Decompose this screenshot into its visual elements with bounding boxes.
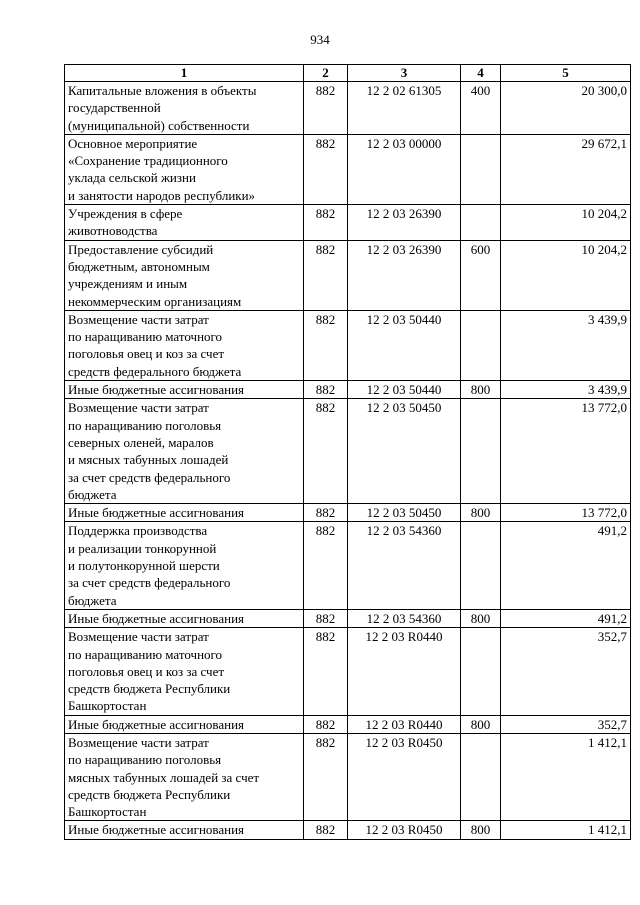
row-csr: 12 2 03 26390 [348, 205, 461, 241]
row-name-line: Учреждения в сфере [68, 206, 183, 222]
row-name-line: по наращиванию маточного [68, 646, 223, 662]
row-sum: 13 772,0 [501, 504, 631, 522]
row-name-line: Капитальные вложения в объекты [68, 83, 257, 98]
row-name-line: и мясных табунных лошадей [68, 452, 229, 468]
row-name [65, 715, 304, 733]
row-name [65, 609, 304, 627]
row-vr [461, 399, 501, 504]
row-grbs: 882 [304, 240, 348, 310]
row-name-line: бюджетным, автономным [68, 258, 210, 274]
row-name-line: бюджета [68, 486, 117, 502]
row-vr [461, 310, 501, 380]
row-name-line: Предоставление субсидий [68, 241, 214, 257]
row-csr: 12 2 03 R0440 [348, 715, 461, 733]
row-csr: 12 2 03 50450 [348, 399, 461, 504]
row-sum: 29 672,1 [501, 134, 631, 204]
row-grbs: 882 [304, 82, 348, 135]
row-sum: 352,7 [501, 628, 631, 715]
row-name-line: мясных табунных лошадей за счет [68, 769, 260, 785]
row-vr [461, 628, 501, 715]
row-name-line: животноводства [68, 223, 158, 239]
row-name-line: Башкортостан [68, 804, 147, 820]
row-sum: 20 300,0 [501, 82, 631, 135]
row-csr: 12 2 03 R0440 [348, 628, 461, 715]
row-name-line: средств бюджета Республики [68, 681, 231, 697]
row-grbs: 882 [304, 381, 348, 399]
table-row [65, 134, 631, 204]
row-name-line: по наращиванию поголовья [68, 417, 222, 433]
row-name [65, 504, 304, 522]
row-grbs: 882 [304, 310, 348, 380]
table-row [65, 504, 631, 522]
row-name-line: некоммерческим организациям [68, 293, 242, 309]
row-csr: 12 2 03 R0450 [348, 821, 461, 839]
row-name [65, 205, 304, 241]
row-name-line: Возмещение части затрат [68, 629, 209, 645]
row-csr: 12 2 03 50440 [348, 381, 461, 399]
table-row [65, 205, 631, 241]
row-name-line: поголовья овец и коз за счет [68, 663, 225, 679]
row-name-line: Иные бюджетные ассигнования [68, 822, 245, 838]
row-csr: 12 2 02 61305 [348, 82, 461, 135]
table-row [65, 399, 631, 504]
row-name [65, 733, 304, 820]
header-col-grbs: 2 [304, 65, 348, 82]
table-row [65, 609, 631, 627]
row-grbs: 882 [304, 715, 348, 733]
header-col-sum: 5 [501, 65, 631, 82]
row-sum: 1 412,1 [501, 821, 631, 839]
table-row [65, 628, 631, 715]
row-sum: 10 204,2 [501, 240, 631, 310]
row-name-line: северных оленей, маралов [68, 434, 214, 450]
table-row [65, 821, 631, 839]
header-col-name: 1 [65, 65, 304, 82]
row-name-line: средств федерального бюджета [68, 363, 242, 379]
row-grbs: 882 [304, 205, 348, 241]
row-name-line: (муниципальной) собственности [68, 117, 250, 133]
row-vr: 800 [461, 504, 501, 522]
row-name [65, 310, 304, 380]
row-csr: 12 2 03 50450 [348, 504, 461, 522]
row-vr [461, 522, 501, 609]
table-row [65, 381, 631, 399]
row-name-line: Иные бюджетные ассигнования [68, 716, 245, 732]
row-vr [461, 134, 501, 204]
row-sum: 3 439,9 [501, 310, 631, 380]
row-name-line: «Сохранение традиционного [68, 153, 228, 169]
table-row [65, 522, 631, 609]
row-csr: 12 2 03 54360 [348, 522, 461, 609]
row-csr: 12 2 03 00000 [348, 134, 461, 204]
row-name-line: и занятости народов республики» [68, 187, 256, 203]
row-sum: 491,2 [501, 522, 631, 609]
row-vr: 600 [461, 240, 501, 310]
row-csr: 12 2 03 54360 [348, 609, 461, 627]
table-header-row [65, 65, 631, 82]
row-vr: 800 [461, 715, 501, 733]
row-name-line: государственной [68, 100, 161, 116]
row-name-line: по наращиванию маточного [68, 329, 223, 345]
row-name-line: уклада сельской жизни [68, 170, 196, 186]
row-grbs: 882 [304, 733, 348, 820]
row-name [65, 381, 304, 399]
row-sum: 13 772,0 [501, 399, 631, 504]
row-name-line: Иные бюджетные ассигнования [68, 382, 245, 398]
row-vr: 400 [461, 82, 501, 135]
row-name-line: за счет средств федерального [68, 575, 231, 591]
row-sum: 3 439,9 [501, 381, 631, 399]
header-col-csr: 3 [348, 65, 461, 82]
row-name-line: Иные бюджетные ассигнования [68, 610, 245, 626]
row-name-line: за счет средств федерального [68, 469, 231, 485]
row-sum: 10 204,2 [501, 205, 631, 241]
row-grbs: 882 [304, 134, 348, 204]
row-csr: 12 2 03 R0450 [348, 733, 461, 820]
row-grbs: 882 [304, 399, 348, 504]
row-name-line: Поддержка производства [68, 523, 208, 539]
page-number: 934 [310, 32, 330, 47]
row-name-line: Возмещение части затрат [68, 734, 209, 750]
row-vr: 800 [461, 609, 501, 627]
row-name-line: Возмещение части затрат [68, 311, 209, 327]
row-sum: 1 412,1 [501, 733, 631, 820]
row-name-line: средств бюджета Республики [68, 786, 231, 802]
row-vr: 800 [461, 381, 501, 399]
row-sum: 352,7 [501, 715, 631, 733]
table-row [65, 715, 631, 733]
row-name [65, 134, 304, 204]
row-name-line: поголовья овец и коз за счет [68, 346, 225, 362]
table-row [65, 733, 631, 820]
row-sum: 491,2 [501, 609, 631, 627]
row-vr [461, 205, 501, 241]
row-grbs: 882 [304, 821, 348, 839]
table-row [65, 240, 631, 310]
row-grbs: 882 [304, 522, 348, 609]
table-row [65, 310, 631, 380]
row-vr [461, 733, 501, 820]
row-csr: 12 2 03 50440 [348, 310, 461, 380]
row-name [65, 399, 304, 504]
row-name [65, 821, 304, 839]
row-name-line: и реализации тонкорунной [68, 540, 217, 556]
row-name [65, 82, 304, 135]
header-col-vr: 4 [461, 65, 501, 82]
row-name-line: Основное мероприятие [68, 135, 198, 151]
row-name [65, 240, 304, 310]
row-name-line: Башкортостан [68, 698, 147, 714]
row-vr: 800 [461, 821, 501, 839]
row-name-line: бюджета [68, 592, 117, 608]
row-name [65, 522, 304, 609]
row-grbs: 882 [304, 504, 348, 522]
row-name-line: Иные бюджетные ассигнования [68, 505, 245, 521]
row-name-line: и полутонкорунной шерсти [68, 558, 220, 574]
table-row [65, 82, 631, 135]
row-grbs: 882 [304, 628, 348, 715]
row-name-line: учреждениям и иным [68, 276, 188, 292]
row-grbs: 882 [304, 609, 348, 627]
row-name-line: по наращиванию поголовья [68, 752, 222, 768]
row-csr: 12 2 03 26390 [348, 240, 461, 310]
budget-table [64, 64, 631, 840]
row-name [65, 628, 304, 715]
row-name-line: Возмещение части затрат [68, 400, 209, 416]
